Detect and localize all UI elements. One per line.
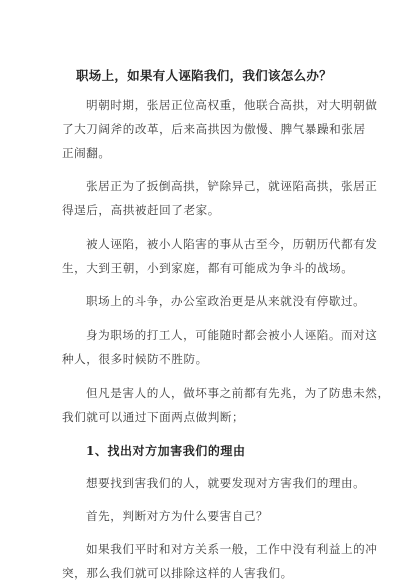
section-paragraph-2-line-1: 首先，判断对方为什么要害自己？ xyxy=(86,509,269,523)
section-paragraph-1-line-1: 想要找到害我们的人，就要发现对方害我们的理由。 xyxy=(86,476,366,490)
paragraph-6-line-1: 但凡是害人的人，做坏事之前都有先兆，为了防患未然， xyxy=(86,386,390,400)
paragraph-6-line-2: 我们就可以通过下面两点做判断； xyxy=(62,410,245,424)
paragraph-1-line-2: 了大刀阔斧的改革，后来高拱因为傲慢、脾气暴躁和张居 xyxy=(62,122,366,136)
paragraph-3-line-1: 被人诬陷，被小人陷害的事从古至今，历朝历代都有发 xyxy=(86,237,378,251)
section-heading: 1、找出对方加害我们的理由 xyxy=(86,444,246,458)
paragraph-2-line-1: 张居正为了扳倒高拱，铲除异己，就诬陷高拱，张居正 xyxy=(86,179,378,193)
paragraph-4-line-1: 职场上的斗争，办公室政治更是从来就没有停歇过。 xyxy=(86,294,366,308)
paragraph-5-line-1: 身为职场的打工人，可能随时都会被小人诬陷。而对这 xyxy=(86,328,378,342)
section-paragraph-3-line-1: 如果我们平时和对方关系一般，工作中没有利益上的冲 xyxy=(86,542,378,556)
paragraph-2-line-2: 得逞后，高拱被赶回了老家。 xyxy=(62,203,220,217)
paragraph-1-line-3: 正闹翻。 xyxy=(62,146,111,160)
paragraph-1-line-1: 明朝时期，张居正位高权重，他联合高拱，对大明朝做 xyxy=(86,98,378,112)
paragraph-5-line-2: 种人，很多时候防不胜防。 xyxy=(62,352,208,366)
document-title: 职场上，如果有人诬陷我们，我们该怎么办？ xyxy=(75,68,332,83)
paragraph-3-line-2: 生，大到王朝，小到家庭，都有可能成为争斗的战场。 xyxy=(62,261,354,275)
section-paragraph-3-line-2: 突，那么我们就可以排除这样的人害我们。 xyxy=(62,566,293,580)
